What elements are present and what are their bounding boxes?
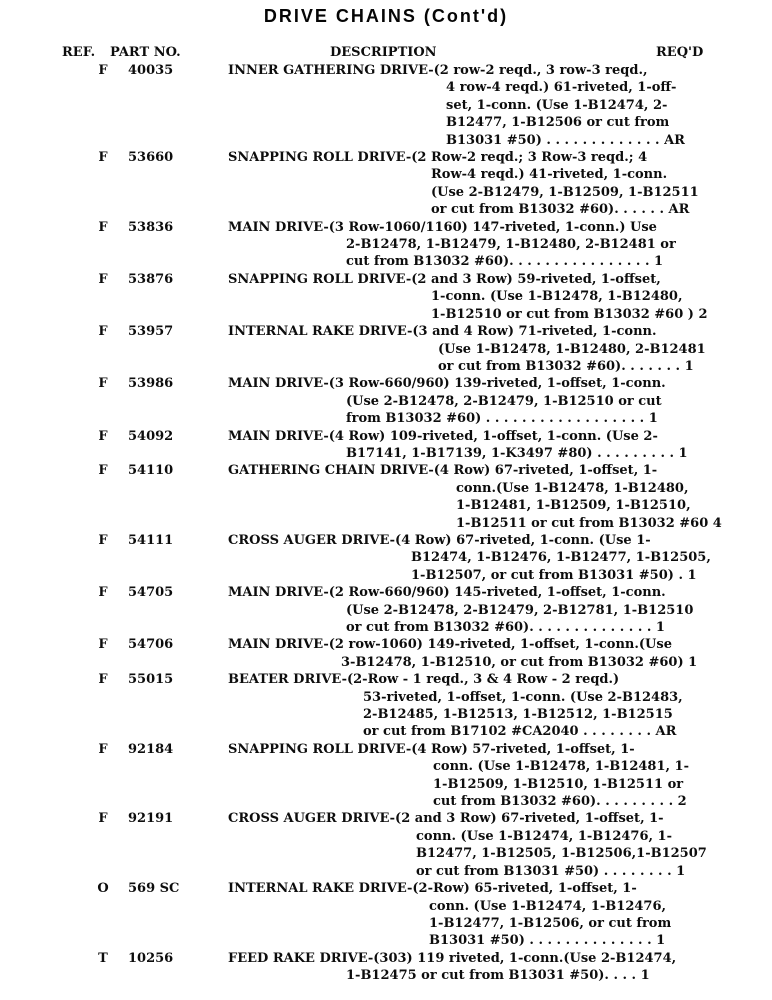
ref-cell: F (98, 585, 108, 601)
description-line: or cut from B17102 #CA2040 . . . . . . . . AR (363, 724, 677, 740)
description-line: or cut from B13032 #60). . . . . . . 1 (438, 358, 694, 374)
description-cell (228, 271, 728, 323)
description-line: MAIN DRIVE-(4 Row) 109-riveted, 1-offset, 1-conn. (Use 2- (228, 428, 658, 444)
table-header-row (0, 44, 772, 62)
description-line: CROSS AUGER DRIVE-(4 Row) 67-riveted, 1-conn. (Use 1- (228, 532, 651, 548)
description-line: SNAPPING ROLL DRIVE-(2 Row-2 reqd.; 3 Row-3 reqd.; 4 (228, 150, 648, 166)
description-line: B13031 #50) . . . . . . . . . . . . . AR (446, 132, 685, 148)
table-row (0, 462, 772, 532)
part-no-cell: 53986 (128, 376, 174, 392)
description-cell (228, 62, 728, 149)
description-line: 1-conn. (Use 1-B12478, 1-B12480, (431, 289, 683, 305)
description-line: 2-B12485, 1-B12513, 1-B12512, 1-B12515 (363, 707, 673, 723)
description-cell (228, 323, 728, 375)
description-line: 53-riveted, 1-offset, 1-conn. (Use 2-B12483, (363, 689, 683, 705)
part-no-cell: 54110 (128, 463, 174, 479)
description-line: B12477, 1-B12506 or cut from (446, 115, 670, 131)
part-no-cell: 92191 (128, 811, 174, 827)
table-row (0, 532, 772, 584)
part-no-cell: 53876 (128, 271, 174, 287)
ref-cell: F (98, 637, 108, 653)
description-line: cut from B13032 #60). . . . . . . . . 2 (433, 794, 687, 810)
description-cell (228, 880, 728, 950)
description-line: conn. (Use 1-B12474, 1-B12476, 1- (416, 828, 673, 844)
column-header-part-no: PART NO. (110, 45, 181, 60)
description-cell (228, 671, 728, 741)
part-no-cell: 53836 (128, 219, 174, 235)
description-line: CROSS AUGER DRIVE-(2 and 3 Row) 67-riveted, 1-offset, 1- (228, 811, 664, 827)
description-line: 1-B12475 or cut from B13031 #50). . . . 1 (346, 968, 650, 984)
ref-cell: F (98, 428, 108, 444)
description-line: (Use 2-B12478, 2-B12479, 2-B12781, 1-B12510 (346, 602, 694, 618)
table-row (0, 741, 772, 811)
description-line: B12477, 1-B12505, 1-B12506,1-B12507 (416, 846, 707, 862)
part-no-cell: 54706 (128, 637, 174, 653)
part-no-cell: 55015 (128, 672, 174, 688)
table-row (0, 636, 772, 671)
description-line: MAIN DRIVE-(2 row-1060) 149-riveted, 1-offset, 1-conn.(Use (228, 637, 672, 653)
description-cell (228, 375, 728, 427)
column-header-reqd: REQ'D (656, 45, 704, 60)
description-line: or cut from B13031 #50) . . . . . . . . 1 (416, 863, 686, 879)
description-line: set, 1-conn. (Use 1-B12474, 2- (446, 97, 668, 113)
table-row (0, 375, 772, 427)
ref-cell: F (98, 63, 108, 78)
description-cell (228, 810, 728, 880)
part-no-cell: 53957 (128, 324, 174, 340)
ref-cell: F (98, 532, 108, 548)
description-line: 2-B12478, 1-B12479, 1-B12480, 2-B12481 or (346, 237, 676, 253)
description-line: 4 row-4 reqd.) 61-riveted, 1-off- (446, 80, 677, 96)
description-line: 1-B12510 or cut from B13032 #60 ) 2 (431, 306, 708, 322)
part-no-cell: 54111 (128, 532, 174, 548)
description-line: 1-B12507, or cut from B13031 #50) . 1 (411, 567, 697, 583)
ref-cell: F (98, 219, 108, 235)
description-line: MAIN DRIVE-(2 Row-660/960) 145-riveted, 1-offset, 1-conn. (228, 585, 666, 601)
description-line: BEATER DRIVE-(2-Row - 1 reqd., 3 & 4 Row - 2 reqd.) (228, 672, 620, 688)
table-row (0, 219, 772, 271)
ref-cell: F (98, 463, 108, 479)
part-no-cell: 54092 (128, 428, 174, 444)
ref-cell: F (98, 376, 108, 392)
column-header-description: DESCRIPTION (330, 45, 437, 60)
description-line: 1-B12481, 1-B12509, 1-B12510, (456, 498, 691, 514)
description-cell (228, 532, 728, 584)
description-line: (Use 1-B12478, 1-B12480, 2-B12481 (438, 341, 706, 357)
description-line: or cut from B13032 #60). . . . . . AR (431, 202, 690, 218)
ref-cell: F (98, 324, 108, 340)
description-line: conn.(Use 1-B12478, 1-B12480, (456, 480, 689, 496)
table-row (0, 810, 772, 880)
ref-cell: F (98, 271, 108, 287)
ref-cell: O (97, 881, 109, 897)
description-cell (228, 149, 728, 219)
description-line: from B13032 #60) . . . . . . . . . . . . . . . . . . 1 (346, 411, 658, 427)
description-line: FEED RAKE DRIVE-(303) 119 riveted, 1-conn.(Use 2-B12474, (228, 950, 677, 966)
part-no-cell: 10256 (128, 950, 174, 966)
description-line: MAIN DRIVE-(3 Row-1060/1160) 147-riveted, 1-conn.) Use (228, 219, 657, 235)
description-line: 1-B12477, 1-B12506, or cut from (429, 915, 672, 931)
table-row (0, 323, 772, 375)
table-row (0, 584, 772, 636)
description-line: 3-B12478, 1-B12510, or cut from B13032 #60) 1 (341, 654, 698, 670)
description-line: B13031 #50) . . . . . . . . . . . . . . 1 (429, 933, 666, 949)
description-line: (Use 2-B12478, 2-B12479, 1-B12510 or cut (346, 393, 662, 409)
part-no-cell: 54705 (128, 585, 174, 601)
table-row (0, 149, 772, 219)
description-line: (Use 2-B12479, 1-B12509, 1-B12511 (431, 184, 699, 200)
table-row (0, 62, 772, 149)
ref-cell: F (98, 150, 108, 166)
description-line: INTERNAL RAKE DRIVE-(3 and 4 Row) 71-riveted, 1-conn. (228, 324, 657, 340)
part-no-cell: 40035 (128, 63, 174, 78)
ref-cell: F (98, 741, 108, 757)
description-cell (228, 462, 728, 532)
description-line: conn. (Use 1-B12478, 1-B12481, 1- (433, 759, 690, 775)
description-cell (228, 584, 728, 636)
description-line: B12474, 1-B12476, 1-B12477, 1-B12505, (411, 550, 711, 566)
description-line: INTERNAL RAKE DRIVE-(2-Row) 65-riveted, 1-offset, 1- (228, 881, 637, 897)
parts-table-body (0, 62, 772, 985)
description-cell (228, 636, 728, 671)
table-row (0, 880, 772, 950)
description-line: SNAPPING ROLL DRIVE-(2 and 3 Row) 59-riveted, 1-offset, (228, 271, 661, 287)
description-line: conn. (Use 1-B12474, 1-B12476, (429, 898, 667, 914)
part-no-cell: 53660 (128, 150, 174, 166)
description-line: INNER GATHERING DRIVE-(2 row-2 reqd., 3 row-3 reqd., (228, 63, 648, 78)
page-title: DRIVE CHAINS (Cont'd) (263, 6, 509, 26)
description-line: B17141, 1-B17139, 1-K3497 #80) . . . . . . . . . 1 (346, 445, 688, 461)
ref-cell: F (98, 672, 108, 688)
description-line: MAIN DRIVE-(3 Row-660/960) 139-riveted, 1-offset, 1-conn. (228, 376, 666, 392)
table-row (0, 271, 772, 323)
table-row (0, 950, 772, 985)
description-line: SNAPPING ROLL DRIVE-(4 Row) 57-riveted, 1-offset, 1- (228, 741, 635, 757)
description-line: 1-B12511 or cut from B13032 #60 4 (456, 515, 722, 531)
description-line: 1-B12509, 1-B12510, 1-B12511 or (433, 776, 684, 792)
table-row (0, 428, 772, 463)
part-no-cell: 92184 (128, 741, 174, 757)
column-header-ref: REF. (62, 45, 96, 60)
description-cell (228, 219, 728, 271)
description-cell (228, 741, 728, 811)
description-line: or cut from B13032 #60). . . . . . . . . . . . . . 1 (346, 620, 665, 635)
description-cell (228, 950, 728, 985)
description-line: cut from B13032 #60). . . . . . . . . . . . . . . . 1 (346, 254, 664, 270)
description-line: GATHERING CHAIN DRIVE-(4 Row) 67-riveted, 1-offset, 1- (228, 463, 658, 479)
part-no-cell: 569 SC (128, 881, 180, 897)
ref-cell: F (98, 811, 108, 827)
ref-cell: T (98, 950, 108, 966)
table-row (0, 671, 772, 741)
description-line: Row-4 reqd.) 41-riveted, 1-conn. (431, 167, 668, 183)
description-cell (228, 428, 728, 463)
